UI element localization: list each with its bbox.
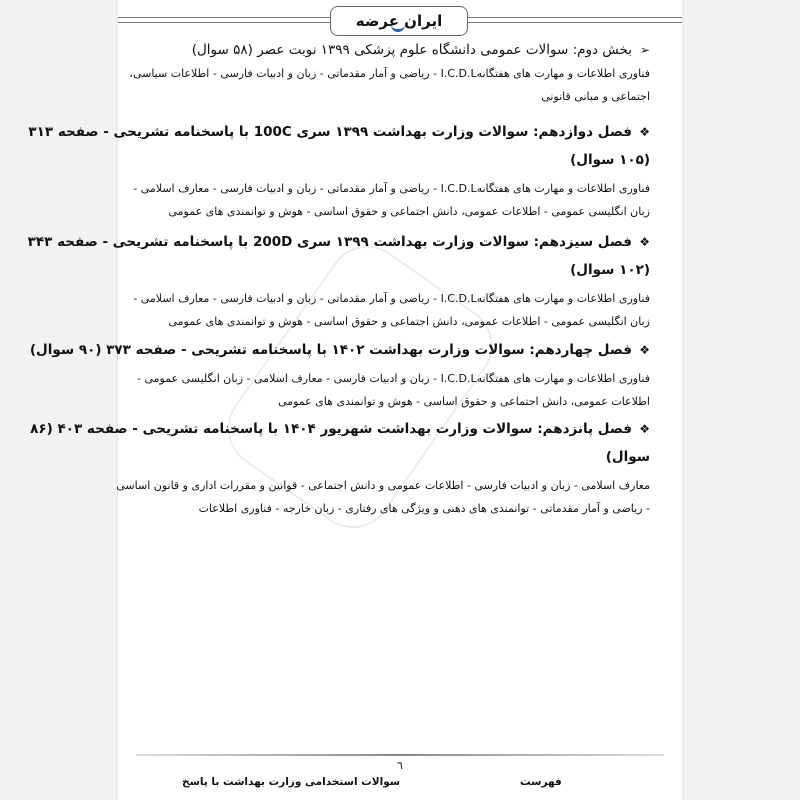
footer-rule	[136, 754, 664, 756]
chapter-line: اطلاعات عمومی، دانش اجتماعی و حقوق اساسی - هوش و توانمندی های عمومی	[278, 395, 650, 408]
arrow-bullet-icon: ➢	[639, 43, 650, 57]
section-line: اجتماعی و مبانی قانونی	[541, 90, 650, 103]
section-heading: ➢بخش دوم: سوالات عمومی دانشگاه علوم پزشکی ۱۳۹۹ نوبت عصر (۵۸ سوال)	[191, 42, 650, 58]
chapter-heading-cont: (۱۰۵ سوال)	[570, 152, 650, 168]
chapter-line: فناوری اطلاعات و مهارت های هفتگانهI.C.D.L - ریاضی و آمار مقدماتی - زبان و ادبیات فارسی - معارف اسلامی -	[133, 182, 650, 195]
chapter-line: معارف اسلامی - زبان و ادبیات فارسی - اطلاعات عمومی و دانش اجتماعی - قوانین و مقررات اداری و قانون اساسی	[116, 479, 650, 492]
page-number: ٦	[397, 759, 403, 772]
chapter-heading: ❖فصل دوازدهم: سوالات وزارت بهداشت ۱۳۹۹ سری 100C با پاسخنامه تشریحی - صفحه ۳۱۳	[28, 124, 650, 140]
chapter-line: فناوری اطلاعات و مهارت های هفتگانهI.C.D.L - ریاضی و آمار مقدماتی - زبان و ادبیات فارسی - معارف اسلامی -	[133, 292, 650, 305]
chapter-heading-cont: (۱۰۲ سوال)	[570, 262, 650, 278]
chapter-line: زبان انگلیسی عمومی - اطلاعات عمومی، دانش اجتماعی و حقوق اساسی - هوش و توانمندی های عمومی	[168, 315, 650, 328]
chapter-heading: ❖فصل چهاردهم: سوالات وزارت بهداشت ۱۴۰۲ با پاسخنامه تشریحی - صفحه ۳۷۳ (۹۰ سوال)	[29, 342, 650, 358]
chapter-line: زبان انگلیسی عمومی - اطلاعات عمومی، دانش اجتماعی و حقوق اساسی - هوش و توانمندی های عمومی	[168, 205, 650, 218]
chapter-heading-cont: سوال)	[605, 449, 650, 465]
footer-section-name: فهرست	[520, 776, 562, 788]
diamond-bullet-icon: ❖	[639, 125, 650, 139]
chapter-heading: ❖فصل پانزدهم: سوالات وزارت بهداشت شهریور ۱۴۰۴ با پاسخنامه تشریحی - صفحه ۴۰۳ (۸۶	[30, 421, 650, 437]
logo-swoosh-icon	[391, 15, 405, 32]
chapter-line: فناوری اطلاعات و مهارت های هفتگانهI.C.D.L - زبان و ادبیات فارسی - معارف اسلامی - زبان انگلیسی عمومی -	[136, 372, 650, 385]
section-line: فناوری اطلاعات و مهارت های هفتگانهI.C.D.L - ریاضی و آمار مقدماتی - زبان و ادبیات فارسی - اطلاعات سیاسی،	[129, 67, 650, 80]
diamond-bullet-icon: ❖	[639, 422, 650, 436]
diamond-bullet-icon: ❖	[639, 235, 650, 249]
publisher-logo: ایران عرضه	[330, 6, 468, 36]
chapter-line: - ریاضی و آمار مقدماتی - توانمندی های ذهنی و ویژگی های رفتاری - زبان خارجه - فناوری اطلاعات	[198, 502, 650, 515]
footer-book-title: سوالات استخدامی وزارت بهداشت با پاسخ	[182, 776, 401, 788]
chapter-heading: ❖فصل سیزدهم: سوالات وزارت بهداشت ۱۳۹۹ سری 200D با پاسخنامه تشریحی - صفحه ۳۴۳	[27, 234, 650, 250]
document-page	[27, 0, 682, 800]
diamond-bullet-icon: ❖	[639, 343, 650, 357]
